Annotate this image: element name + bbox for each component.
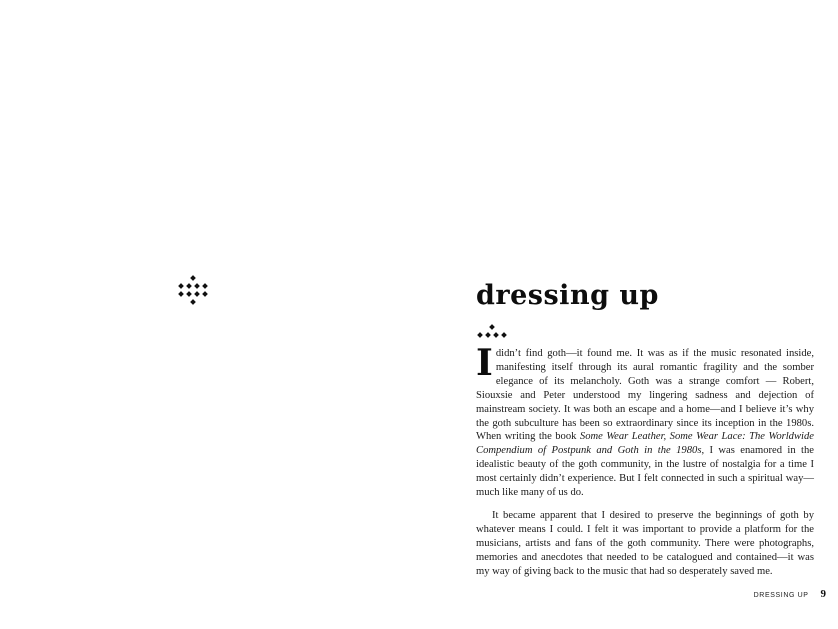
- paragraph-1: [476, 342, 814, 500]
- diamond-row-icon: [476, 324, 506, 340]
- paragraph-1-text: didn’t find goth—it found me. It was as if the music resonated inside, manifesting itself through its aural romantic fragility and the somber elegance of its melancholy. Goth was a strange comfort — Robert, Siouxsie and Peter understood my lingering sadness and dejection of mainstream society. It was both an escape and a home—and I believe it’s why the goth subculture has been so extraordinary since its inception in the 1980s. When writing the book: [476, 348, 814, 443]
- running-head: DRESSING UP: [753, 592, 809, 599]
- diamond-cluster-icon: [176, 276, 210, 312]
- page-number: 9: [820, 588, 826, 600]
- paragraph-1-end: , I was enamored in the idealistic beauty of the goth community, in the lustre of nostalgia for a time I most certainly didn’t experience. But I felt connected in such a spiritual way—much like many of us do.: [476, 445, 814, 499]
- chapter-body: [476, 342, 814, 579]
- chapter-title: dressing up: [476, 280, 659, 311]
- paragraph-2: It became apparent that I desired to preserve the beginnings of goth by whatever means I could. I felt it was important to provide a platform for the musicians, artists and fans of the goth community. There were photographs, memories and anecdotes that needed to be catalogued and contained—it was my way of giving back to the music that had so desperately saved me.: [476, 509, 814, 577]
- page-footer: [754, 588, 826, 600]
- book-title: Some Wear Leather, Some Wear Lace: The Worldwide Compendium of Postpunk and Goth in the 1980s: [476, 431, 814, 457]
- dropcap: I: [476, 342, 493, 384]
